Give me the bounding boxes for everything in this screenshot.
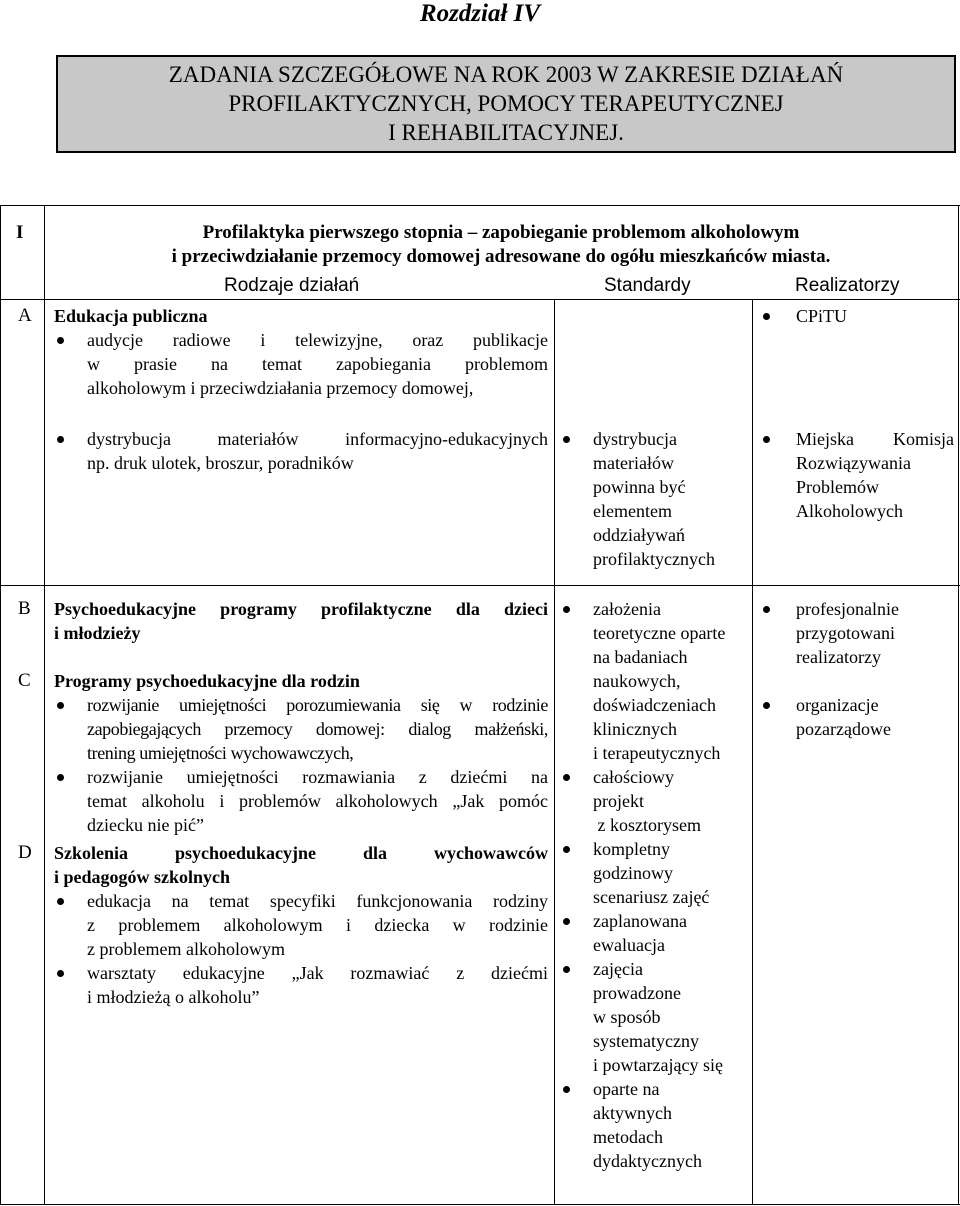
- letter-column-divider: [44, 205, 45, 1205]
- implementers-bcd: [760, 597, 956, 741]
- bullet-icon: [563, 774, 570, 781]
- section-numeral: I: [16, 222, 24, 243]
- bullet-icon: [563, 1086, 570, 1093]
- row-a-implementer-2: [760, 427, 954, 523]
- bullet-icon: [563, 846, 570, 853]
- list-item: CPiTU: [760, 304, 956, 328]
- bullet-icon: [763, 702, 770, 709]
- standards-column-divider: [752, 299, 753, 1205]
- table-bottom-border: [0, 1204, 960, 1205]
- list-item: dystrybucja materiałów informacyjno-edukacyjnych: [54, 427, 548, 451]
- list-item: kompletny godzinowy scenariusz zajęć: [560, 837, 752, 909]
- row-a-bottom-border: [0, 585, 960, 586]
- list-item: zajęcia prowadzone w sposób systematyczny i powtarzający się: [560, 957, 752, 1077]
- row-c-letter: C: [18, 670, 31, 691]
- list-item: rozwijanie umiejętności porozumiewania się w rodzinie zapobiegających przemocy domowej: dialog małżeński, trening umiejętności wychowawczych,: [54, 693, 548, 765]
- list-item: profesjonalnie przygotowani realizatorzy: [760, 597, 956, 669]
- table-top-border: [0, 205, 960, 206]
- list-item: edukacja na temat specyfiki funkcjonowania rodziny z problemem alkoholowym i dziecka w rodzinie z problemem alkoholowym: [54, 889, 548, 961]
- bullet-icon: [57, 436, 64, 443]
- bullet-icon: [563, 966, 570, 973]
- section-title-line-2: i przeciwdziałanie przemocy domowej adresowane do ogółu mieszkańców miasta.: [171, 246, 831, 267]
- chapter-title: Rozdział IV: [419, 0, 541, 27]
- banner-line-3: I REHABILITACYJNEJ.: [388, 120, 624, 145]
- section-title-line-1: Profilaktyka pierwszego stopnia – zapobieganie problemom alkoholowym: [202, 222, 800, 243]
- actions-column-divider: [554, 299, 555, 1205]
- list-item: organizacje pozarządowe: [760, 693, 956, 741]
- bullet-icon: [563, 918, 570, 925]
- row-a-actions: Edukacja publiczna audycje radiowe i telewizyjne, oraz publikacje w prasie na temat zapobiegania problemom alkoholowym i przeciwdziałania przemocy domowej,: [54, 306, 548, 398]
- bullet-icon: [763, 313, 770, 320]
- row-a-standard: [560, 427, 750, 571]
- bullet-icon: [563, 436, 570, 443]
- bullet-icon: [57, 970, 64, 977]
- row-d-actions: [54, 841, 548, 1009]
- list-item: audycje radiowe i telewizyjne, oraz publikacje: [54, 328, 548, 352]
- banner-line-2: PROFILAKTYCZNYCH, POMOCY TERAPEUTYCZNEJ: [228, 91, 784, 116]
- list-item: rozwijanie umiejętności rozmawiania z dziećmi na temat alkoholu i problemów alkoholowych „Jak pomóc dziecku nie pić”: [54, 765, 548, 837]
- list-item: założenia teoretyczne oparte na badaniach naukowych, doświadczeniach klinicznych i terapeutycznych: [560, 597, 752, 765]
- list-item: dystrybucja materiałów powinna być elementem oddziaływań profilaktycznych: [560, 427, 750, 571]
- row-a-letter: A: [18, 305, 32, 326]
- row-d-letter: D: [18, 842, 32, 863]
- row-c-heading: Programy psychoedukacyjne dla rodzin: [54, 671, 360, 691]
- row-a-heading: Edukacja publiczna: [54, 306, 208, 326]
- header-standards: Standardy: [604, 275, 691, 296]
- bullet-icon: [57, 702, 64, 709]
- row-b-letter: B: [18, 598, 31, 619]
- standards-bcd: [560, 597, 752, 1173]
- bullet-icon: [763, 606, 770, 613]
- table-left-border: [0, 205, 1, 1205]
- row-a-implementer-1: [760, 304, 956, 328]
- bullet-icon: [57, 337, 64, 344]
- list-item: zaplanowana ewaluacja: [560, 909, 752, 957]
- row-a-actions-item-2: dystrybucja materiałów informacyjno-edukacyjnych np. druk ulotek, broszur, poradników: [54, 427, 548, 475]
- header-implementers: Realizatorzy: [795, 275, 900, 296]
- row-d-heading-line-2: i pedagogów szkolnych: [54, 867, 231, 887]
- bullet-icon: [57, 898, 64, 905]
- row-b-heading: Psychoedukacyjne programy profilaktyczne dla dzieci i młodzieży: [54, 599, 548, 643]
- banner-line-1: ZADANIA SZCZEGÓŁOWE NA ROK 2003 W ZAKRESIE DZIAŁAŃ: [168, 62, 844, 87]
- list-item: warsztaty edukacyjne „Jak rozmawiać z dziećmi i młodzieżą o alkoholu”: [54, 961, 548, 1009]
- table-right-border: [958, 205, 959, 1205]
- bullet-icon: [57, 774, 64, 781]
- row-c-actions: [54, 669, 548, 837]
- bullet-icon: [763, 436, 770, 443]
- bullet-icon: [563, 606, 570, 613]
- list-item: Miejska Komisja Rozwiązywania Problemów Alkoholowych: [760, 427, 954, 523]
- banner-text: [56, 60, 956, 147]
- row-d-heading-line-1: Szkolenia psychoedukacyjne dla wychowawców: [54, 843, 548, 863]
- section-title: [46, 221, 956, 269]
- header-row-border: [0, 299, 960, 300]
- list-item: oparte na aktywnych metodach dydaktycznych: [560, 1077, 752, 1173]
- list-item: całościowy projekt z kosztorysem: [560, 765, 752, 837]
- header-actions: Rodzaje działań: [224, 275, 360, 296]
